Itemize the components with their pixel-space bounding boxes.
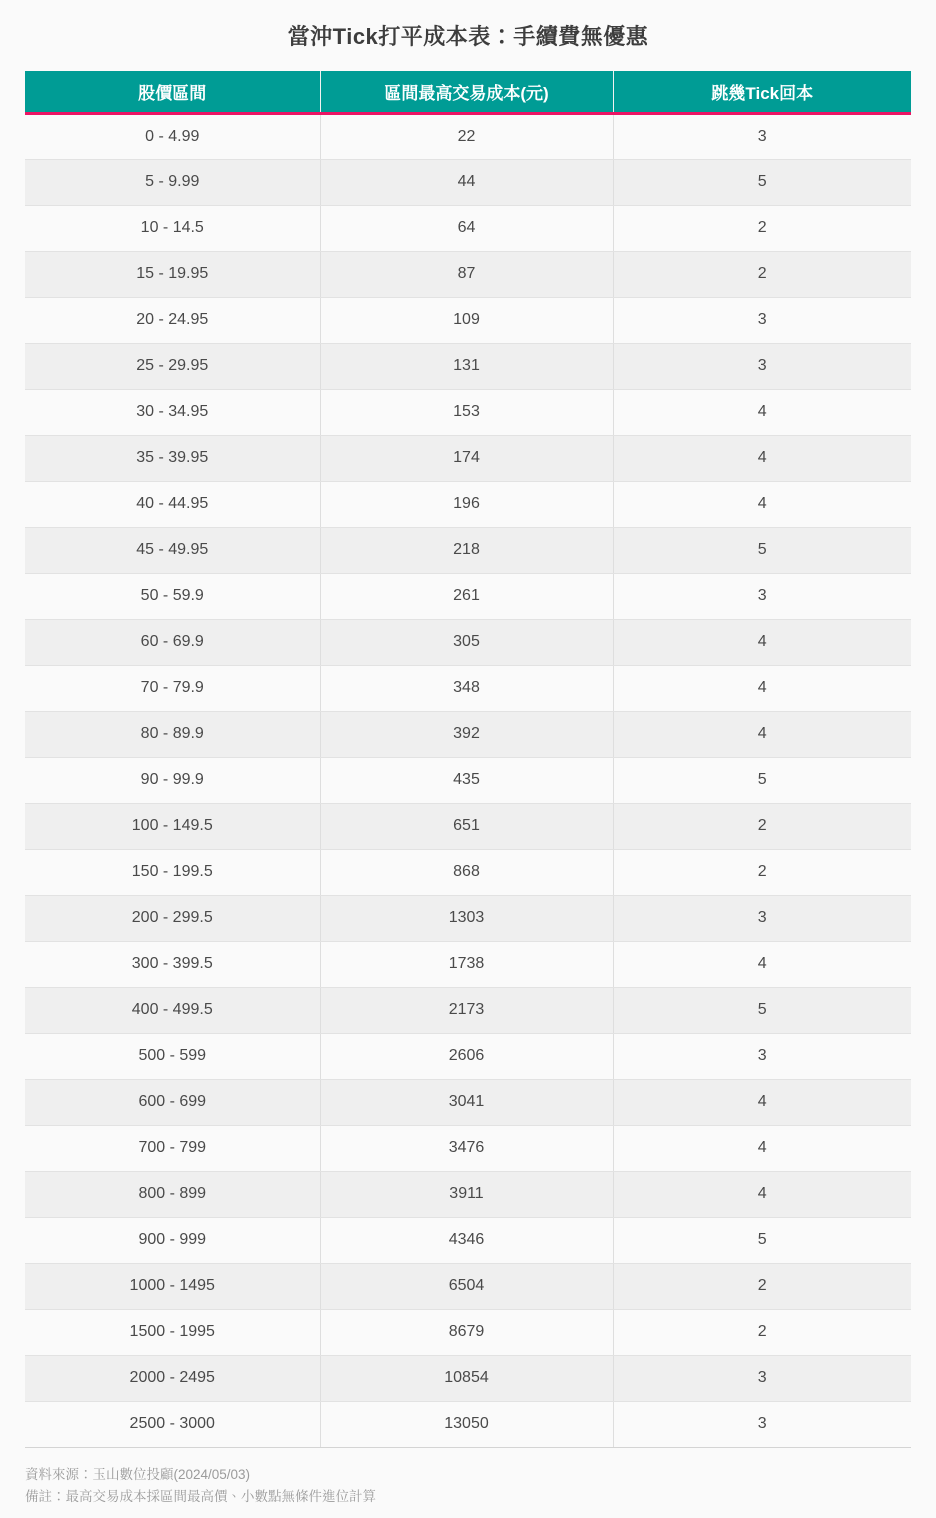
cell-max-cost: 174 xyxy=(320,435,613,481)
table-row xyxy=(25,849,911,895)
cell-max-cost: 392 xyxy=(320,711,613,757)
cell-price-range: 45 - 49.95 xyxy=(25,527,320,573)
cell-price-range: 80 - 89.9 xyxy=(25,711,320,757)
table-row xyxy=(25,757,911,803)
cell-price-range: 25 - 29.95 xyxy=(25,343,320,389)
cell-max-cost: 22 xyxy=(320,113,613,159)
cell-ticks-breakeven: 4 xyxy=(613,1125,911,1171)
table-row xyxy=(25,803,911,849)
table-row xyxy=(25,1079,911,1125)
cell-max-cost: 109 xyxy=(320,297,613,343)
cell-price-range: 50 - 59.9 xyxy=(25,573,320,619)
cell-max-cost: 153 xyxy=(320,389,613,435)
table-row xyxy=(25,251,911,297)
table-row xyxy=(25,1355,911,1401)
table-body xyxy=(25,113,911,1447)
cell-ticks-breakeven: 3 xyxy=(613,297,911,343)
table-header xyxy=(25,71,911,113)
cost-table xyxy=(25,71,911,1448)
cell-max-cost: 305 xyxy=(320,619,613,665)
cell-max-cost: 1303 xyxy=(320,895,613,941)
table-row xyxy=(25,1033,911,1079)
table-row xyxy=(25,159,911,205)
cell-price-range: 35 - 39.95 xyxy=(25,435,320,481)
footer-source: 資料來源：玉山數位投顧(2024/05/03) xyxy=(25,1466,251,1482)
cell-ticks-breakeven: 2 xyxy=(613,803,911,849)
cell-max-cost: 1738 xyxy=(320,941,613,987)
cell-price-range: 60 - 69.9 xyxy=(25,619,320,665)
header-row xyxy=(25,71,911,113)
table-row xyxy=(25,113,911,159)
table-row xyxy=(25,1217,911,1263)
table-row xyxy=(25,527,911,573)
cell-max-cost: 10854 xyxy=(320,1355,613,1401)
table-row xyxy=(25,205,911,251)
table-row xyxy=(25,619,911,665)
table-row xyxy=(25,435,911,481)
table-row xyxy=(25,1401,911,1447)
cell-ticks-breakeven: 3 xyxy=(613,113,911,159)
cell-price-range: 200 - 299.5 xyxy=(25,895,320,941)
cell-max-cost: 261 xyxy=(320,573,613,619)
cell-max-cost: 868 xyxy=(320,849,613,895)
cost-table-container xyxy=(25,71,911,1448)
cell-price-range: 2500 - 3000 xyxy=(25,1401,320,1447)
cell-ticks-breakeven: 4 xyxy=(613,1079,911,1125)
cell-ticks-breakeven: 3 xyxy=(613,1355,911,1401)
cell-price-range: 15 - 19.95 xyxy=(25,251,320,297)
cell-max-cost: 196 xyxy=(320,481,613,527)
cell-max-cost: 435 xyxy=(320,757,613,803)
table-row xyxy=(25,573,911,619)
cell-max-cost: 3476 xyxy=(320,1125,613,1171)
table-row xyxy=(25,1309,911,1355)
cell-max-cost: 64 xyxy=(320,205,613,251)
table-row xyxy=(25,1263,911,1309)
cell-max-cost: 348 xyxy=(320,665,613,711)
footer-note: 備註：最高交易成本採區間最高價、小數點無條件進位計算 xyxy=(25,1488,376,1504)
cell-price-range: 150 - 199.5 xyxy=(25,849,320,895)
cell-max-cost: 87 xyxy=(320,251,613,297)
cell-ticks-breakeven: 4 xyxy=(613,941,911,987)
cell-price-range: 500 - 599 xyxy=(25,1033,320,1079)
cell-price-range: 70 - 79.9 xyxy=(25,665,320,711)
cell-max-cost: 131 xyxy=(320,343,613,389)
header-max-cost: 區間最高交易成本(元) xyxy=(320,71,613,113)
table-row xyxy=(25,1125,911,1171)
cell-ticks-breakeven: 5 xyxy=(613,527,911,573)
cell-max-cost: 13050 xyxy=(320,1401,613,1447)
cell-price-range: 300 - 399.5 xyxy=(25,941,320,987)
cell-ticks-breakeven: 5 xyxy=(613,1217,911,1263)
cell-price-range: 800 - 899 xyxy=(25,1171,320,1217)
cell-max-cost: 6504 xyxy=(320,1263,613,1309)
cell-ticks-breakeven: 4 xyxy=(613,665,911,711)
footer xyxy=(25,1464,911,1508)
cell-price-range: 900 - 999 xyxy=(25,1217,320,1263)
cell-ticks-breakeven: 2 xyxy=(613,251,911,297)
cell-max-cost: 4346 xyxy=(320,1217,613,1263)
cell-max-cost: 8679 xyxy=(320,1309,613,1355)
cell-price-range: 600 - 699 xyxy=(25,1079,320,1125)
cell-price-range: 20 - 24.95 xyxy=(25,297,320,343)
cell-max-cost: 3911 xyxy=(320,1171,613,1217)
cell-price-range: 40 - 44.95 xyxy=(25,481,320,527)
cell-ticks-breakeven: 4 xyxy=(613,389,911,435)
cell-price-range: 0 - 4.99 xyxy=(25,113,320,159)
cell-ticks-breakeven: 2 xyxy=(613,205,911,251)
cell-price-range: 2000 - 2495 xyxy=(25,1355,320,1401)
cell-max-cost: 651 xyxy=(320,803,613,849)
cell-max-cost: 3041 xyxy=(320,1079,613,1125)
cell-ticks-breakeven: 2 xyxy=(613,849,911,895)
table-row xyxy=(25,389,911,435)
cell-ticks-breakeven: 4 xyxy=(613,619,911,665)
cell-ticks-breakeven: 3 xyxy=(613,343,911,389)
table-row xyxy=(25,665,911,711)
cell-price-range: 700 - 799 xyxy=(25,1125,320,1171)
header-price-range: 股價區間 xyxy=(25,71,320,113)
cell-ticks-breakeven: 5 xyxy=(613,159,911,205)
cell-price-range: 1500 - 1995 xyxy=(25,1309,320,1355)
cell-price-range: 90 - 99.9 xyxy=(25,757,320,803)
cell-price-range: 1000 - 1495 xyxy=(25,1263,320,1309)
table-row xyxy=(25,987,911,1033)
table-row xyxy=(25,1171,911,1217)
table-row xyxy=(25,711,911,757)
cell-ticks-breakeven: 4 xyxy=(613,711,911,757)
cell-ticks-breakeven: 5 xyxy=(613,757,911,803)
cell-max-cost: 44 xyxy=(320,159,613,205)
cell-ticks-breakeven: 5 xyxy=(613,987,911,1033)
cell-max-cost: 218 xyxy=(320,527,613,573)
cell-ticks-breakeven: 3 xyxy=(613,1033,911,1079)
table-row xyxy=(25,941,911,987)
table-row xyxy=(25,481,911,527)
cell-ticks-breakeven: 3 xyxy=(613,573,911,619)
cell-price-range: 400 - 499.5 xyxy=(25,987,320,1033)
cell-max-cost: 2173 xyxy=(320,987,613,1033)
cell-ticks-breakeven: 4 xyxy=(613,481,911,527)
cell-price-range: 5 - 9.99 xyxy=(25,159,320,205)
header-ticks-breakeven: 跳幾Tick回本 xyxy=(613,71,911,113)
cell-price-range: 10 - 14.5 xyxy=(25,205,320,251)
cell-ticks-breakeven: 3 xyxy=(613,895,911,941)
table-row xyxy=(25,343,911,389)
cell-ticks-breakeven: 4 xyxy=(613,435,911,481)
cell-ticks-breakeven: 3 xyxy=(613,1401,911,1447)
cell-max-cost: 2606 xyxy=(320,1033,613,1079)
cell-ticks-breakeven: 2 xyxy=(613,1309,911,1355)
cell-price-range: 100 - 149.5 xyxy=(25,803,320,849)
table-row xyxy=(25,895,911,941)
cell-ticks-breakeven: 4 xyxy=(613,1171,911,1217)
cell-price-range: 30 - 34.95 xyxy=(25,389,320,435)
table-row xyxy=(25,297,911,343)
page-title: 當沖Tick打平成本表：手續費無優惠 xyxy=(287,24,649,49)
cell-ticks-breakeven: 2 xyxy=(613,1263,911,1309)
